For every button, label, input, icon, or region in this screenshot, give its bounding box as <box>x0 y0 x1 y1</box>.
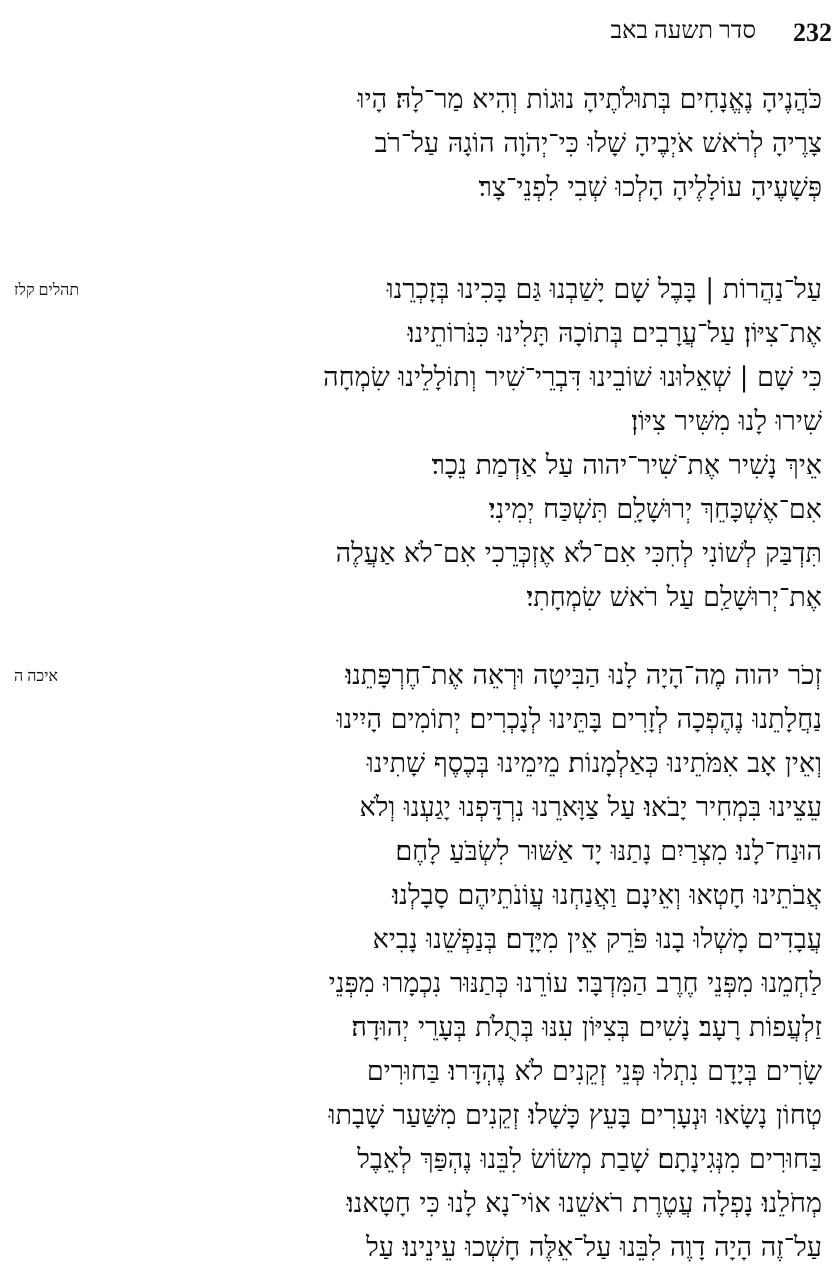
text-block <box>146 268 822 620</box>
text-line: זְכֹר יהוה מֶה־הָיָה לָנוּ הַבִּיטָה וּרְאֵה אֶת־חֶרְפָּתֵנוּ׃ <box>345 660 822 691</box>
text-line: אֶת־יְרוּשָׁלִַם עַל רֹאשׁ שִׂמְחָתִי׃ <box>526 582 822 613</box>
text-line: כִּי שָׁם | שְׁאֵלוּנוּ שׁוֹבֵינוּ דִּבְרֵי־שִׁיר וְתוֹלָלֵינוּ שִׂמְחָה <box>323 362 822 393</box>
text-line: צָרֶיהָ לְרֹאשׁ אֹיְבֶיהָ שָׁלוּ כִּי־יְהֹוָה הוֹגָהּ עַל־רֹב <box>374 128 822 159</box>
text-block <box>22 78 822 210</box>
text-line: פְּשָׁעֶיהָ עוֹלָלֶיהָ הָלְכוּ שְׁבִי לִפְנֵי־צָר׃ <box>478 172 822 203</box>
text-line: וְאֵין אָב אִמֹּתֵינוּ כְּאַלְמָנוֹת׃ מֵימֵינוּ בְּכֶסֶף שָׁתִינוּ <box>366 748 822 779</box>
text-line: אֶת־צִיּוֹן׃ עַל־עֲרָבִים בְּתוֹכָהּ תָּלִינוּ כִּנֹּרוֹתֵינוּ׃ <box>407 318 822 349</box>
text-line: נַחֲלָתֵנוּ נֶהֶפְכָה לְזָרִים בָּתֵּינוּ לְנָכְרִים׃ יְתוֹמִים הָיִינוּ <box>336 704 822 735</box>
text-line: מְחֹלֵנוּ׃ נָפְלָה עֲטֶרֶת רֹאשֵׁנוּ אוֹי־נָא לָנוּ כִּי חָטָאנוּ׃ <box>346 1188 822 1219</box>
text-block <box>146 654 822 1270</box>
page-number: 232 <box>793 18 832 47</box>
text-line: עַל־נַהֲרוֹת | בָּבֶל שָׁם יָשַׁבְנוּ גַּם בָּכִינוּ בְּזָכְרֵנוּ <box>386 274 822 305</box>
text-line: שָׂרִים בְּיָדָם נִתְלוּ פְּנֵי זְקֵנִים לֹא נֶהְדָּרוּ׃ בַּחוּרִים <box>366 1056 822 1087</box>
text-line: אִם־אֶשְׁכָּחֵךְ יְרוּשָׁלִָם תִּשְׁכַּח יְמִינִי׃ <box>488 494 822 525</box>
text-section-psalm-137 <box>146 268 822 620</box>
text-section-lamentations-5 <box>146 654 822 1270</box>
margin-reference-psalms: תהלים קלז <box>14 282 80 299</box>
text-line: עֵצֵינוּ בִּמְחִיר יָבֹאוּ׃ עַל צַוָּארֵנוּ נִרְדָּפְנוּ יָגַעְנוּ וְלֹא <box>359 792 822 823</box>
text-line: תִּדְבַּק לְשׁוֹנִי לְחִכִּי אִם־לֹא אֶזְכְּרֵכִי אִם־לֹא אַעֲלֶה <box>335 538 822 569</box>
text-line: אֵיךְ נָשִׁיר אֶת־שִׁיר־יהוה עַל אַדְמַת נֵכָר׃ <box>431 450 822 481</box>
text-line: טְחוֹן נָשָׂאוּ וּנְעָרִים בָּעֵץ כָּשָׁלוּ׃ זְקֵנִים מִשַּׁעַר שָׁבָתוּ <box>328 1100 822 1131</box>
running-title: סדר תשעה באב <box>610 18 756 44</box>
text-section-1 <box>22 78 822 210</box>
margin-reference-lamentations: איכה ה <box>14 668 59 685</box>
text-line: זַלְעֲפוֹת רָעָב׃ נָשִׁים בְּצִיּוֹן עִנּוּ בְּתֻלֹת בְּעָרֵי יְהוּדָה׃ <box>351 1012 822 1043</box>
text-line: עֲבָדִים מָשְׁלוּ בָנוּ פֹּרֵק אֵין מִיָּדָם׃ בְּנַפְשֵׁנוּ נָבִיא <box>372 924 822 955</box>
page-header <box>0 14 840 54</box>
text-line: עַל־זֶה הָיָה דָוֶה לִבֵּנוּ עַל־אֵלֶּה חָשְׁכוּ עֵינֵינוּ׃ עַל <box>366 1232 822 1263</box>
text-line: כֹּהֲנֶיהָ נֶאֱנָחִים בְּתוּלֹתֶיהָ נוּגוֹת וְהִיא מַר־לָהּ׃ הָיוּ <box>357 84 822 115</box>
text-line: בַּחוּרִים מִנְּגִינָתָם׃ שָׁבַת מְשׂוֹשׂ לִבֵּנוּ נֶהְפַּךְ לְאֵבֶל <box>357 1144 822 1175</box>
text-line: שִׁירוּ לָנוּ מִשִּׁיר צִיּוֹן׃ <box>631 406 822 437</box>
text-line: אֲבֹתֵינוּ חָטְאוּ וְאֵינָם וַאֲנַחְנוּ עֲוֹנֹתֵיהֶם סָבָלְנוּ׃ <box>392 880 822 911</box>
text-line: הוּנַח־לָנוּ׃ מִצְרַיִם נָתַנּוּ יָד אַשּׁוּר לִשְׂבֹּעַ לָחֶם׃ <box>395 836 822 867</box>
text-line: לַחְמֵנוּ מִפְּנֵי חֶרֶב הַמִּדְבָּר׃ עוֹרֵנוּ כְּתַנּוּר נִכְמָרוּ מִפְּנֵי <box>328 968 822 999</box>
